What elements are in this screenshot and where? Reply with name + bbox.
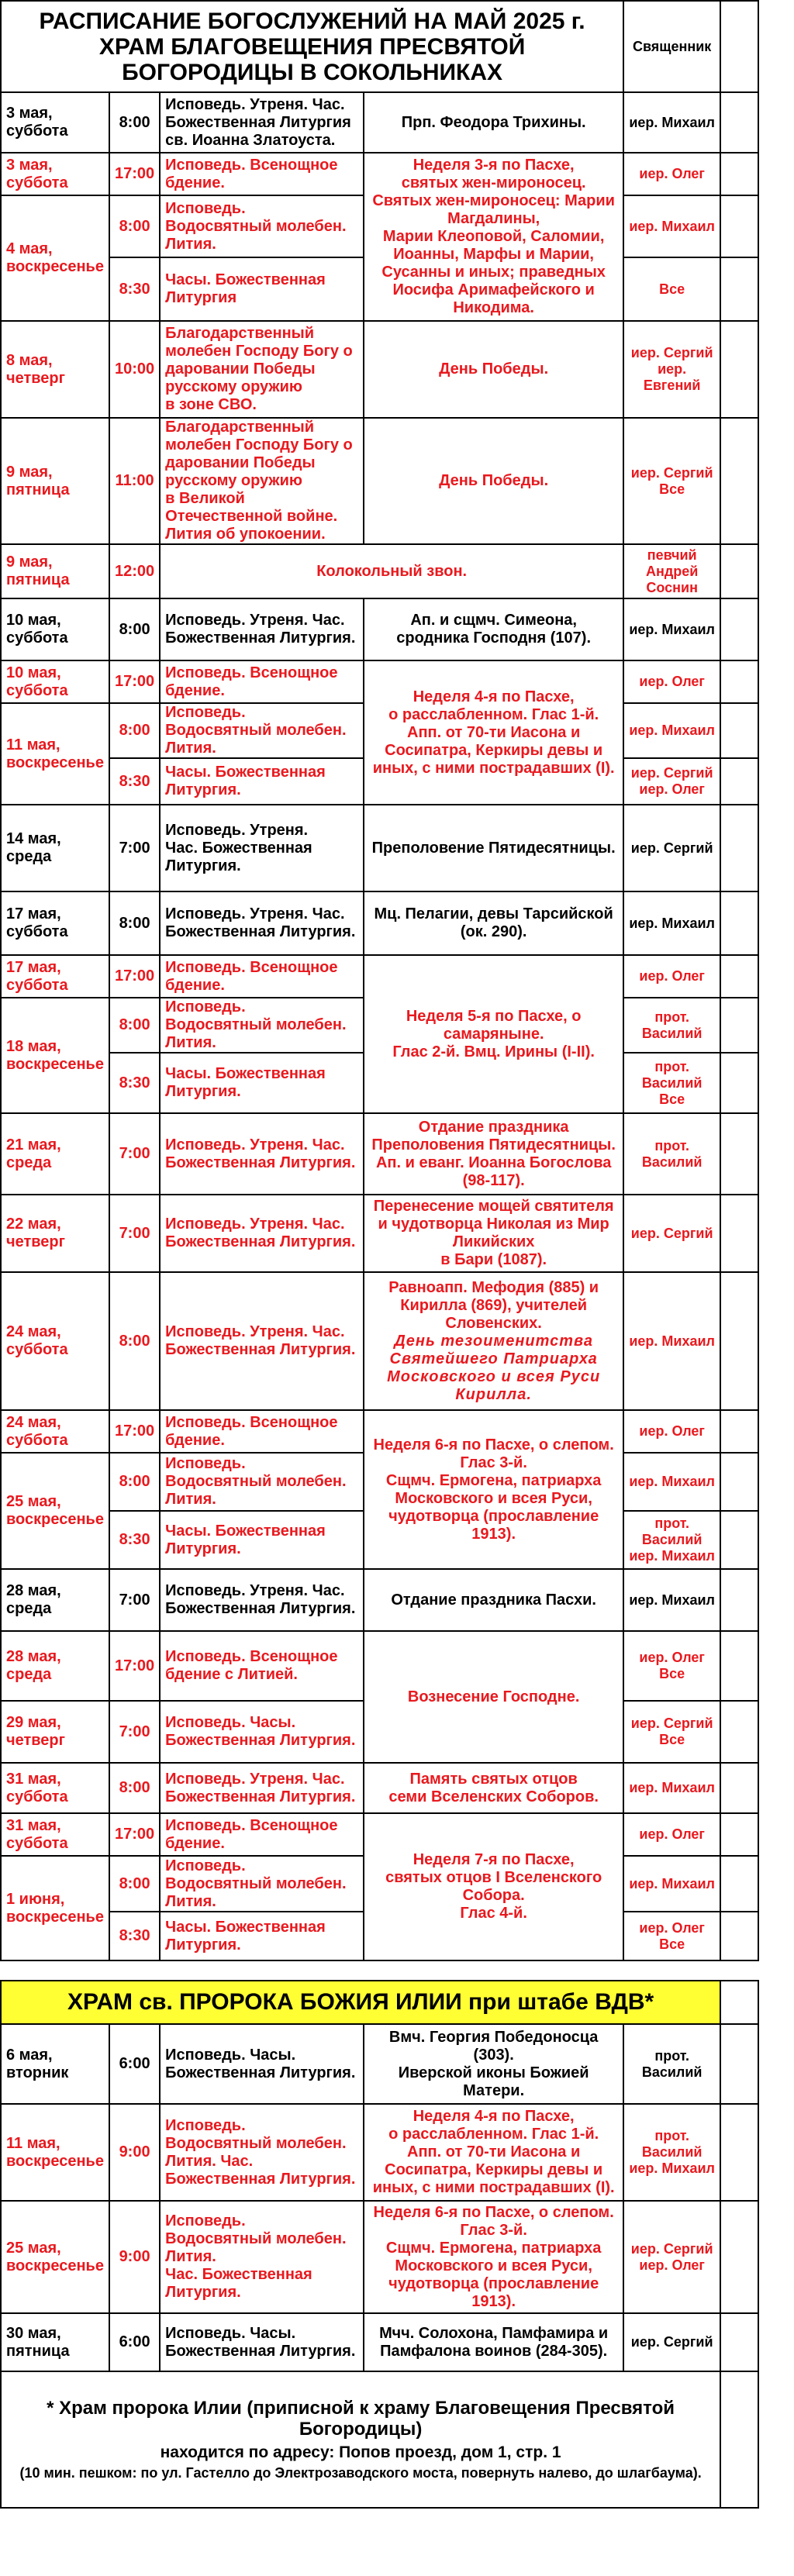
side-cell: [720, 2371, 758, 2508]
service-cell: Исповедь. Водосвятный молебен. Лития.: [160, 1856, 364, 1912]
feast-cell: Вмч. Георгия Победоносца (303). Иверской иконы Божией Матери.: [364, 2024, 623, 2104]
date-cell: 1 июня, воскресенье: [1, 1856, 109, 1960]
date-cell: 17 мая, суббота: [1, 955, 109, 998]
date-cell: 8 мая, четверг: [1, 321, 109, 418]
priest-cell: иер. Михаил: [623, 1569, 720, 1631]
side-cell: [720, 1569, 758, 1631]
side-cell: [720, 418, 758, 544]
feast-cell: Неделя 4-я по Пасхе, о расслабленном. Глас 1-й. Апп. от 70-ти Иасона и Сосипатра, Керкиры девы и иных, с ними пострадавших (I).: [364, 2104, 623, 2201]
time-cell: 8:30: [109, 1053, 160, 1113]
time-cell: 7:00: [109, 1569, 160, 1631]
date-cell: 25 мая, воскресенье: [1, 2201, 109, 2313]
priest-cell: иер. Михаил: [623, 1453, 720, 1511]
time-cell: 7:00: [109, 1195, 160, 1272]
service-cell: Исповедь. Всенощное бдение.: [160, 1813, 364, 1856]
section2-title: ХРАМ св. ПРОРОКА БОЖИЯ ИЛИИ при штабе ВДВ*: [1, 1981, 720, 2024]
side-cell: [720, 321, 758, 418]
date-cell: 25 мая, воскресенье: [1, 1453, 109, 1569]
header-row: [1, 1, 758, 92]
feast-cell: Преполовение Пятидесятницы.: [364, 805, 623, 891]
priest-cell: иер. Михаил: [623, 1272, 720, 1410]
table-row: [1, 1631, 758, 1701]
feast-cell: Отдание праздника Пасхи.: [364, 1569, 623, 1631]
table-row: [1, 1272, 758, 1410]
side-cell: [720, 2024, 758, 2104]
feast-cell: Неделя 5-я по Пасхе, о самаряныне. Глас 2-й. Вмц. Ирины (I-II).: [364, 955, 623, 1113]
priest-cell: иер. Олег: [623, 1410, 720, 1453]
priest-cell: иер. Олег Все: [623, 1631, 720, 1701]
feast-cell: Неделя 3-я по Пасхе, святых жен-мироносец. Святых жен-мироносец: Марии Магдалины, Марии Клеоповой, Саломии, Иоанны, Марфы и Марии, Сусанны и иных; праведных Иосифа Аримафейского и Никодима.: [364, 153, 623, 321]
service-cell: Исповедь. Всенощное бдение.: [160, 153, 364, 195]
service-cell: Исповедь. Всенощное бдение.: [160, 955, 364, 998]
side-cell: [720, 195, 758, 257]
service-cell: Исповедь. Утреня. Час. Божественная Литургия.: [160, 891, 364, 955]
side-cell: [720, 998, 758, 1053]
time-cell: 8:00: [109, 195, 160, 257]
priest-cell: иер. Михаил: [623, 92, 720, 153]
feast-cell: День Победы.: [364, 321, 623, 418]
service-cell: Исповедь. Водосвятный молебен. Лития.: [160, 1453, 364, 1511]
side-cell: [720, 703, 758, 758]
date-cell: 28 мая, среда: [1, 1569, 109, 1631]
priest-cell: иер. Михаил: [623, 598, 720, 660]
service-cell: Благодарственный молебен Господу Богу о даровании Победы русскому оружию в зоне СВО.: [160, 321, 364, 418]
service-cell: Исповедь. Утреня. Час. Божественная Литургия.: [160, 1272, 364, 1410]
priest-cell: прот. Василий: [623, 1113, 720, 1195]
time-cell: 8:30: [109, 758, 160, 805]
side-cell: [720, 1631, 758, 1701]
service-cell: Исповедь. Утреня. Час. Божественная Литургия.: [160, 805, 364, 891]
time-cell: 11:00: [109, 418, 160, 544]
table-row: [1, 598, 758, 660]
date-cell: 24 мая, суббота: [1, 1272, 109, 1410]
table-row: [1, 955, 758, 998]
service-cell: Исповедь. Водосвятный молебен. Лития.: [160, 998, 364, 1053]
priest-cell: иер. Олег: [623, 660, 720, 703]
service-cell: Часы. Божественная Литургия.: [160, 758, 364, 805]
priest-cell: иер. Сергий: [623, 1195, 720, 1272]
side-cell: [720, 1053, 758, 1113]
feast-cell: [364, 1272, 623, 1410]
time-cell: 17:00: [109, 153, 160, 195]
side-cell: [720, 1912, 758, 1960]
footer-line2: находится по адресу: Попов проезд, дом 1, стр. 1: [160, 2443, 561, 2461]
side-cell: [720, 2104, 758, 2201]
date-cell: 9 мая, пятница: [1, 418, 109, 544]
date-cell: 11 мая, воскресенье: [1, 2104, 109, 2201]
priest-cell: иер. Михаил: [623, 1856, 720, 1912]
side-cell: [720, 2201, 758, 2313]
side-cell: [720, 955, 758, 998]
side-cell: [720, 660, 758, 703]
table-row: [1, 1195, 758, 1272]
date-cell: 6 мая, вторник: [1, 2024, 109, 2104]
table-row: [1, 805, 758, 891]
feast-cell: День Победы.: [364, 418, 623, 544]
time-cell: 9:00: [109, 2104, 160, 2201]
table-row: [1, 660, 758, 703]
time-cell: 8:00: [109, 1453, 160, 1511]
spacer-row: [1, 1960, 758, 1981]
feast-cell: Ап. и сщмч. Симеона, сродника Господня (107).: [364, 598, 623, 660]
feast-cell: Мчч. Солохона, Памфамира и Памфалона воинов (284-305).: [364, 2313, 623, 2371]
table-row: [1, 891, 758, 955]
date-cell: 18 мая, воскресенье: [1, 998, 109, 1113]
date-cell: 11 мая, воскресенье: [1, 703, 109, 805]
table-row: [1, 2104, 758, 2201]
side-cell: [720, 891, 758, 955]
side-cell: [720, 1701, 758, 1763]
time-cell: 8:00: [109, 891, 160, 955]
feast-cell: Неделя 4-я по Пасхе, о расслабленном. Глас 1-й. Апп. от 70-ти Иасона и Сосипатра, Керкиры девы и иных, с ними пострадавших (I).: [364, 660, 623, 805]
date-cell: 28 мая, среда: [1, 1631, 109, 1701]
date-cell: 10 мая, суббота: [1, 598, 109, 660]
date-cell: 14 мая, среда: [1, 805, 109, 891]
feast-cell: Мц. Пелагии, девы Тарсийской (ок. 290).: [364, 891, 623, 955]
side-cell: [720, 1272, 758, 1410]
table-row: [1, 92, 758, 153]
feast-cell: Неделя 6-я по Пасхе, о слепом. Глас 3-й. Сщмч. Ермогена, патриарха Московского и всея Руси, чудотворца (прославление 1913).: [364, 2201, 623, 2313]
priest-cell: Все: [623, 257, 720, 321]
service-cell: Исповедь. Часы. Божественная Литургия.: [160, 2024, 364, 2104]
table-row: [1, 321, 758, 418]
priest-cell: прот. Василий: [623, 998, 720, 1053]
priest-cell: иер. Михаил: [623, 1763, 720, 1813]
side-cell: [720, 1113, 758, 1195]
date-cell: 3 мая, суббота: [1, 153, 109, 195]
date-cell: 3 мая, суббота: [1, 92, 109, 153]
table-row: [1, 544, 758, 598]
time-cell: 8:30: [109, 1912, 160, 1960]
service-cell: Исповедь. Утреня. Час. Божественная Литургия.: [160, 598, 364, 660]
priest-cell: иер. Сергий иер. Евгений: [623, 321, 720, 418]
table-row: [1, 1113, 758, 1195]
feast-text: Равноапп. Мефодия (885) и Кирилла (869), учителей Словенских.: [388, 1278, 599, 1332]
time-cell: 8:00: [109, 1272, 160, 1410]
service-cell: Исповедь. Утреня. Час. Божественная Литургия.: [160, 1113, 364, 1195]
time-cell: 6:00: [109, 2024, 160, 2104]
footer-line3: (10 мин. пешком: по ул. Гастелло до Электрозаводского моста, повернуть налево, до шлагбаума).: [19, 2465, 702, 2481]
service-cell: Исповедь. Всенощное бдение.: [160, 1410, 364, 1453]
side-cell: [720, 1763, 758, 1813]
priest-cell: певчий Андрей Соснин: [623, 544, 720, 598]
date-cell: 10 мая, суббота: [1, 660, 109, 703]
service-cell: Исповедь. Утреня. Час. Божественная Литургия.: [160, 1569, 364, 1631]
service-cell: Колокольный звон.: [160, 544, 623, 598]
time-cell: 7:00: [109, 805, 160, 891]
time-cell: 8:30: [109, 1511, 160, 1569]
time-cell: 7:00: [109, 1701, 160, 1763]
time-cell: 8:00: [109, 1763, 160, 1813]
side-cell: [720, 1511, 758, 1569]
priest-cell: иер. Сергий Все: [623, 1701, 720, 1763]
time-cell: 12:00: [109, 544, 160, 598]
feast-cell: Перенесение мощей святителя и чудотворца Николая из Мир Ликийских в Бари (1087).: [364, 1195, 623, 1272]
side-cell: [720, 257, 758, 321]
time-cell: 10:00: [109, 321, 160, 418]
service-cell: Исповедь. Всенощное бдение.: [160, 660, 364, 703]
time-cell: 9:00: [109, 2201, 160, 2313]
priest-column-header: Священник: [623, 1, 720, 92]
priest-cell: иер. Михаил: [623, 703, 720, 758]
feast-cell: Вознесение Господне.: [364, 1631, 623, 1763]
service-cell: Часы. Божественная Литургия: [160, 257, 364, 321]
priest-cell: иер. Олег Все: [623, 1912, 720, 1960]
time-cell: 8:30: [109, 257, 160, 321]
service-cell: Часы. Божественная Литургия.: [160, 1912, 364, 1960]
time-cell: 8:00: [109, 703, 160, 758]
priest-cell: прот. Василий иер. Михаил: [623, 1511, 720, 1569]
service-cell: Исповедь. Часы. Божественная Литургия.: [160, 1701, 364, 1763]
priest-cell: иер. Олег: [623, 153, 720, 195]
table-row: [1, 418, 758, 544]
service-cell: Исповедь. Утреня. Час. Божественная Литургия.: [160, 1763, 364, 1813]
priest-cell: иер. Сергий: [623, 2313, 720, 2371]
time-cell: 8:00: [109, 1856, 160, 1912]
time-cell: 17:00: [109, 1631, 160, 1701]
side-cell: [720, 2313, 758, 2371]
priest-cell: иер. Михаил: [623, 195, 720, 257]
time-cell: 6:00: [109, 2313, 160, 2371]
side-cell: [720, 1813, 758, 1856]
priest-cell: прот. Василий Все: [623, 1053, 720, 1113]
time-cell: 8:00: [109, 998, 160, 1053]
side-cell: [720, 805, 758, 891]
date-cell: 21 мая, среда: [1, 1113, 109, 1195]
feast-cell: Отдание праздника Преполовения Пятидесятницы. Ап. и еванг. Иоанна Богослова (98-117).: [364, 1113, 623, 1195]
time-cell: 17:00: [109, 660, 160, 703]
date-cell: 31 мая, суббота: [1, 1763, 109, 1813]
service-cell: Часы. Божественная Литургия.: [160, 1511, 364, 1569]
table-row: [1, 1410, 758, 1453]
page-title: РАСПИСАНИЕ БОГОСЛУЖЕНИЙ НА МАЙ 2025 г. ХРАМ БЛАГОВЕЩЕНИЯ ПРЕСВЯТОЙ БОГОРОДИЦЫ В СОКОЛЬНИКАХ: [1, 1, 623, 92]
table-row: [1, 153, 758, 195]
service-cell: Исповедь. Утреня. Час. Божественная Литургия.: [160, 1195, 364, 1272]
footer-row: [1, 2371, 758, 2508]
service-cell: Исповедь. Часы. Божественная Литургия.: [160, 2313, 364, 2371]
side-cell: [720, 153, 758, 195]
date-cell: 4 мая, воскресенье: [1, 195, 109, 321]
side-cell: [720, 544, 758, 598]
service-cell: Исповедь. Водосвятный молебен. Лития.: [160, 703, 364, 758]
time-cell: 17:00: [109, 1813, 160, 1856]
feast-cell: Неделя 7-я по Пасхе, святых отцов I Вселенского Собора. Глас 4-й.: [364, 1813, 623, 1960]
priest-cell: иер. Сергий иер. Олег: [623, 758, 720, 805]
footer-line1: * Храм пророка Илии (приписной к храму Благовещения Пресвятой Богородицы): [47, 2398, 675, 2440]
date-cell: 17 мая, суббота: [1, 891, 109, 955]
priest-cell: иер. Олег: [623, 1813, 720, 1856]
feast-cell: Прп. Феодора Трихины.: [364, 92, 623, 153]
priest-cell: прот. Василий: [623, 2024, 720, 2104]
side-cell: [720, 1195, 758, 1272]
feast-cell: Неделя 6-я по Пасхе, о слепом. Глас 3-й. Сщмч. Ермогена, патриарха Московского и всея Руси, чудотворца (прославление 1913).: [364, 1410, 623, 1569]
side-cell: [720, 1410, 758, 1453]
date-cell: 30 мая, пятница: [1, 2313, 109, 2371]
service-cell: Исповедь. Утреня. Час. Божественная Литургия св. Иоанна Златоуста.: [160, 92, 364, 153]
side-cell: [720, 1856, 758, 1912]
side-column: [720, 1, 758, 92]
time-cell: 8:00: [109, 92, 160, 153]
service-cell: Благодарственный молебен Господу Богу о даровании Победы русскому оружию в Великой Отечественной войне. Лития об упокоении.: [160, 418, 364, 544]
table-row: [1, 2201, 758, 2313]
priest-cell: иер. Михаил: [623, 891, 720, 955]
feast-cell: Память святых отцов семи Вселенских Соборов.: [364, 1763, 623, 1813]
date-cell: 31 мая, суббота: [1, 1813, 109, 1856]
priest-cell: прот. Василий иер. Михаил: [623, 2104, 720, 2201]
priest-cell: иер. Олег: [623, 955, 720, 998]
footer-note: [1, 2371, 720, 2508]
side-cell: [720, 598, 758, 660]
time-cell: 7:00: [109, 1113, 160, 1195]
priest-cell: иер. Сергий иер. Олег: [623, 2201, 720, 2313]
table-row: [1, 1569, 758, 1631]
table-row: [1, 2313, 758, 2371]
table-row: [1, 2024, 758, 2104]
time-cell: 17:00: [109, 955, 160, 998]
priest-cell: иер. Сергий: [623, 805, 720, 891]
date-cell: 22 мая, четверг: [1, 1195, 109, 1272]
side-cell: [720, 758, 758, 805]
time-cell: 17:00: [109, 1410, 160, 1453]
feast-italic-text: День тезоименитства Святейшего Патриарха Московского и всея Руси Кирилла.: [387, 1332, 601, 1403]
priest-cell: иер. Сергий Все: [623, 418, 720, 544]
service-cell: Часы. Божественная Литургия.: [160, 1053, 364, 1113]
table-row: [1, 1813, 758, 1856]
date-cell: 24 мая, суббота: [1, 1410, 109, 1453]
table-row: [1, 1763, 758, 1813]
service-cell: Исповедь. Всенощное бдение с Литией.: [160, 1631, 364, 1701]
side-cell: [720, 1453, 758, 1511]
time-cell: 8:00: [109, 598, 160, 660]
side-cell: [720, 92, 758, 153]
service-cell: Исповедь. Водосвятный молебен. Лития. Час. Божественная Литургия.: [160, 2201, 364, 2313]
date-cell: 29 мая, четверг: [1, 1701, 109, 1763]
service-cell: Исповедь. Водосвятный молебен. Лития. Час. Божественная Литургия.: [160, 2104, 364, 2201]
service-cell: Исповедь. Водосвятный молебен. Лития.: [160, 195, 364, 257]
side-cell: [720, 1981, 758, 2024]
section2-header-row: [1, 1981, 758, 2024]
date-cell: 9 мая, пятница: [1, 544, 109, 598]
